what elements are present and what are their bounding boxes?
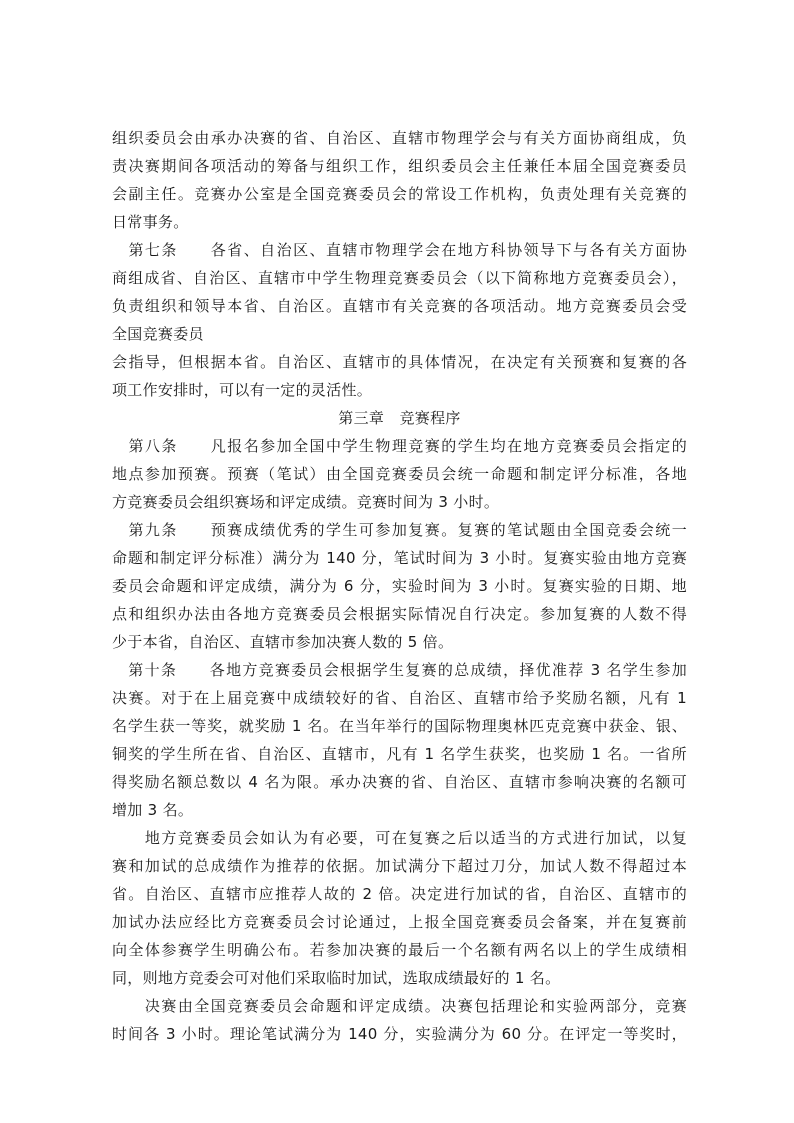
text-line: 时间各 3 小时。理论笔试满分为 140 分，实验满分为 60 分。在评定一等奖时， <box>112 1025 687 1043</box>
article-7-line: 第七条 各省、自治区、直辖市物理学会在地方科协领导下与各有关方面协 <box>112 241 687 259</box>
text-line: 商组成省、自治区、直辖市中学生物理竞赛委员会（以下简称地方竞赛委员会）， <box>112 269 687 287</box>
text-line: 命题和制定评分标准）满分为 140 分，笔试时间为 3 小时。复赛实验由地方竞赛 <box>112 549 687 567</box>
text-line: 少于本省，自治区、直辖市参加决赛人数的 5 倍。 <box>112 633 454 651</box>
text-line: 地点参加预赛。预赛（笔试）由全国竞赛委员会统一命题和制定评分标准，各地 <box>112 465 687 483</box>
text-line: 同，则地方竞委会可对他们采取临时加试，选取成绩最好的 1 名。 <box>112 969 561 987</box>
text-line: 委员会命题和评定成绩，满分为 6 分，实验时间为 3 小时。复赛实验的日期、地 <box>112 577 687 595</box>
text-line: 负责组织和领导本省、自治区。直辖市有关竞赛的各项活动。地方竞赛委员会受 <box>112 297 687 315</box>
text-line: 得奖励名额总数以 4 名为限。承办决赛的省、自治区、直辖市参响决赛的名额可 <box>112 773 687 791</box>
text-line: 会指导，但根据本省。自治区、直辖市的具体情况，在决定有关预赛和复赛的各 <box>112 353 687 371</box>
article-8-line: 第八条 凡报名参加全国中学生物理竞赛的学生均在地方竞赛委员会指定的 <box>112 437 687 455</box>
text-line: 组织委员会由承办决赛的省、自治区、直辖市物理学会与有关方面协商组成，负 <box>112 129 687 147</box>
text-line: 点和组织办法由各地方竞赛委员会根据实际情况自行决定。参加复赛的人数不得 <box>112 605 687 623</box>
text-line: 责决赛期间各项活动的筹备与组织工作，组织委员会主任兼任本届全国竞赛委员 <box>112 157 687 175</box>
article-10-line: 第十条 各地方竞赛委员会根据学生复赛的总成绩，择优准荐 3 名学生参加 <box>112 661 687 679</box>
paragraph-line: 地方竞赛委员会如认为有必要，可在复赛之后以适当的方式进行加试，以复 <box>112 829 687 847</box>
text-line: 赛和加试的总成绩作为推荐的依据。加试满分下超过刀分，加试人数不得超过本 <box>112 857 687 875</box>
text-line: 向全体参赛学生明确公布。若参加决赛的最后一个名额有两名以上的学生成绩相 <box>112 941 687 959</box>
paragraph-line: 决赛由全国竞赛委员会命题和评定成绩。决赛包括理论和实验两部分，竞赛 <box>112 997 687 1015</box>
text-line: 全国竞赛委员 <box>112 325 204 343</box>
text-line: 名学生获一等奖，就奖励 1 名。在当年举行的国际物理奥林匹克竞赛中获金、银、 <box>112 717 687 735</box>
chapter-heading: 第三章 竞赛程序 <box>338 409 461 427</box>
text-line: 铜奖的学生所在省、自治区、直辖市，凡有 1 名学生获奖，也奖励 1 名。一省所 <box>112 745 687 763</box>
text-line: 决赛。对于在上届竞赛中成绩较好的省、自治区、直辖市给予奖励名额，凡有 1 <box>112 689 687 707</box>
text-line: 项工作安排时，可以有一定的灵活性。 <box>112 381 373 399</box>
article-9-line: 第九条 预赛成绩优秀的学生可参加复赛。复赛的笔试题由全国竞委会统一 <box>112 521 687 539</box>
text-line: 加试办法应经比方竞赛委员会讨论通过，上报全国竞赛委员会备案，并在复赛前 <box>112 913 687 931</box>
text-line: 省。自治区、直辖市应推荐人故的 2 倍。决定进行加试的省，自治区、直辖市的 <box>112 885 687 903</box>
text-line: 方竞赛委员会组织赛场和评定成绩。竞赛时间为 3 小时。 <box>112 493 500 511</box>
text-line: 日常事务。 <box>112 213 189 231</box>
text-line: 会副主任。竞赛办公室是全国竞赛委员会的常设工作机构，负责处理有关竞赛的 <box>112 185 687 203</box>
text-line: 增加 3 名。 <box>112 801 194 819</box>
